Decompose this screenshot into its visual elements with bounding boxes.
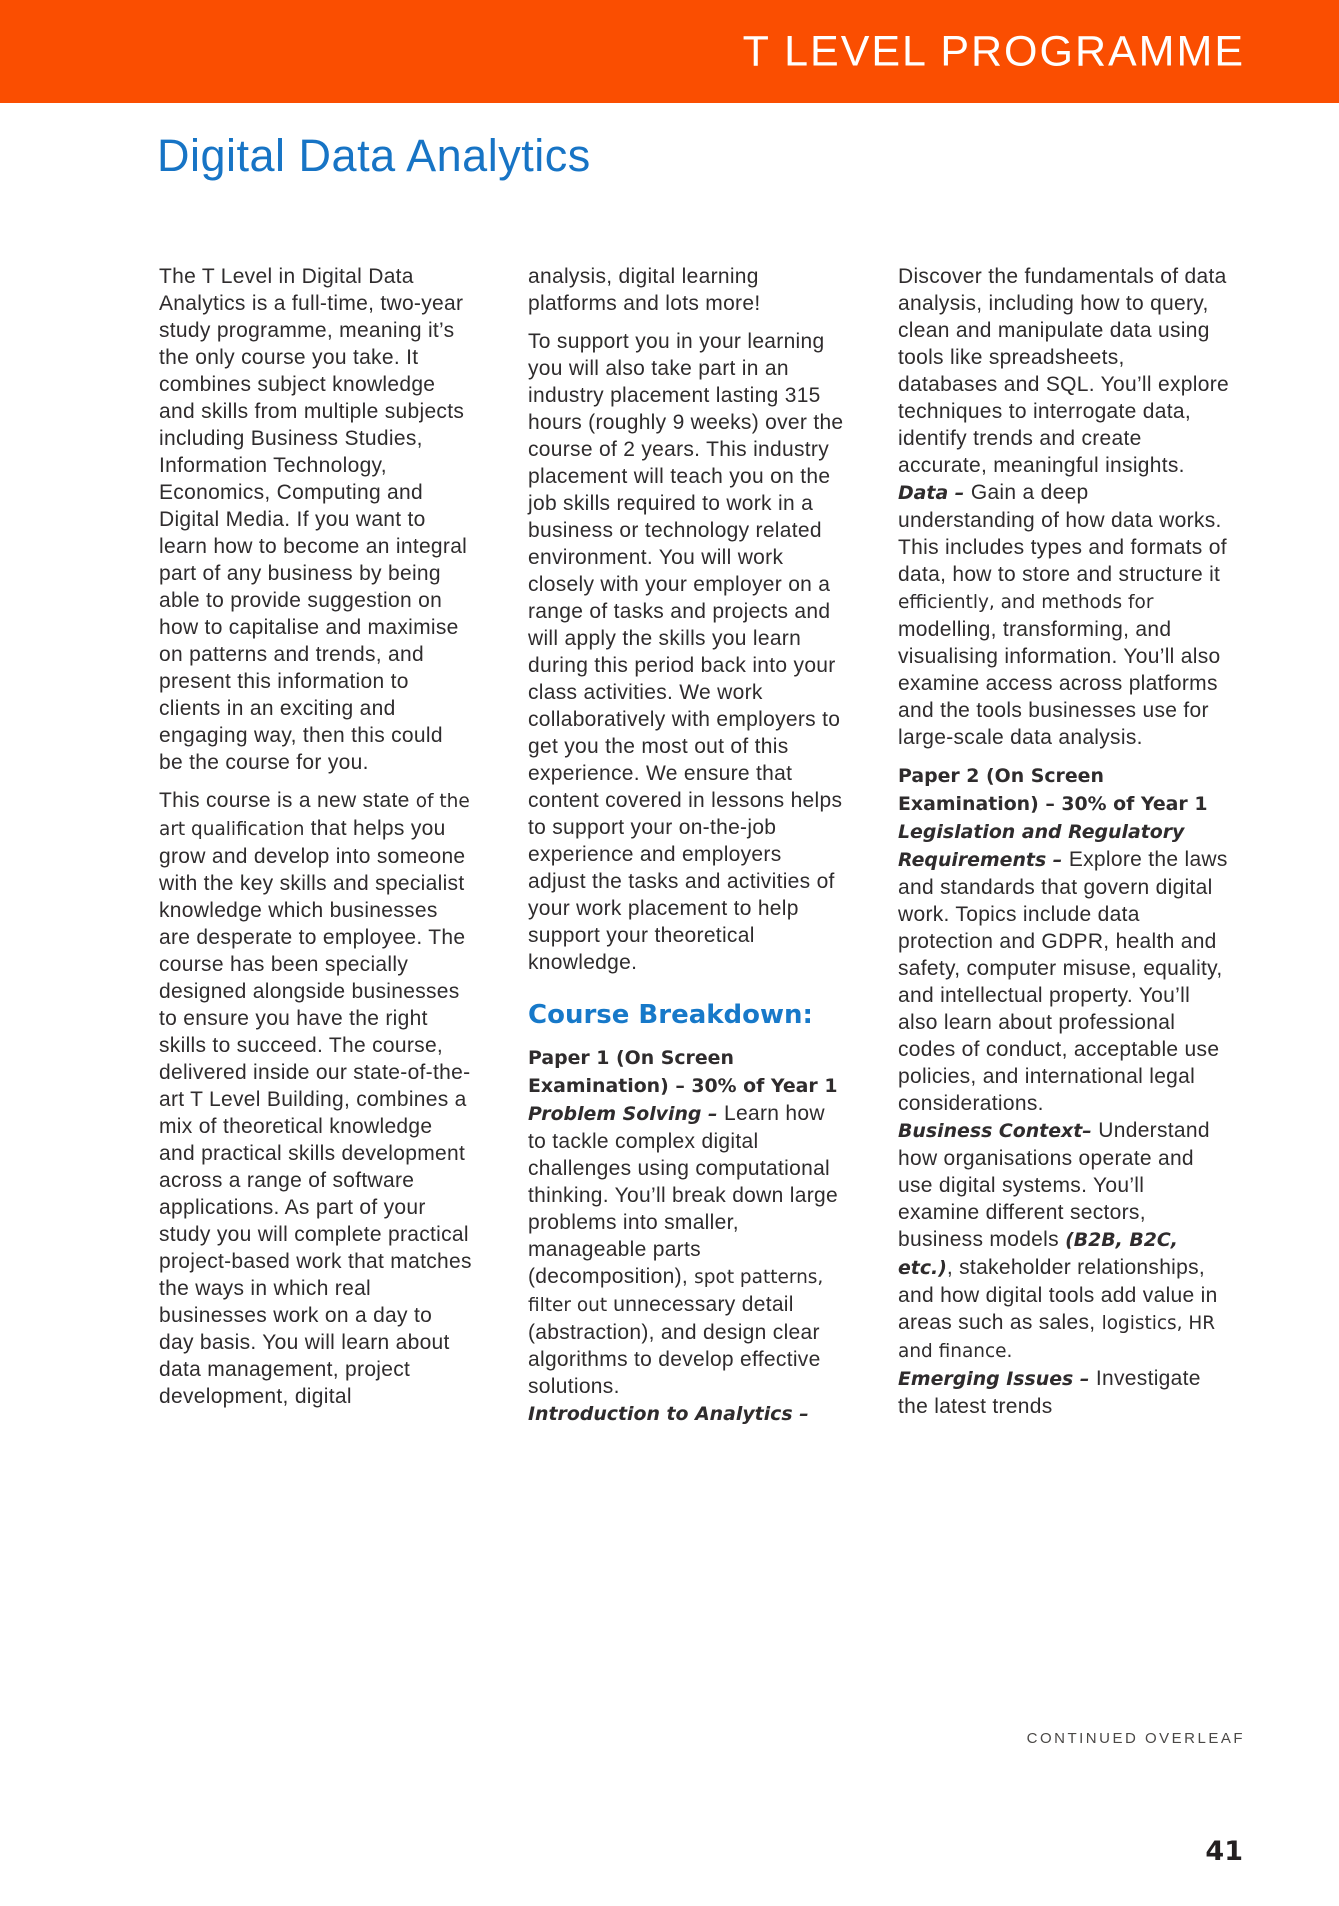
paragraph [528, 1044, 844, 1100]
text-run: Emerging Issues – [898, 1368, 1096, 1390]
text-run: To support you in your learning you will also take part in an industry placement lasting 315 hours (roughly 9 weeks) over the course of 2 years. This industry placement will teach you on the job skills required to work in a business or technology related environment. You will work closely with your employer on a range of tasks and projects and will apply the skills you learn during this period back into your class activities. We work collaboratively with employers to get you the most out of this experience. We ensure that content covered in lessons helps to support your on-the-job experience and employers adjust the tasks and activities of your work placement to help support your theoretical knowledge. [528, 330, 844, 974]
text-run: Introduction to Analytics – [528, 1403, 809, 1425]
paragraph [898, 762, 1230, 818]
section-heading [528, 1000, 844, 1030]
text-run: Gain a deep understanding of how data works. This includes types and formats of data, how to store and structure it [898, 481, 1227, 586]
text-run: Problem Solving – [528, 1103, 725, 1125]
paragraph [898, 1117, 1230, 1365]
text-run: Learn how to tackle complex digital challenges using computational thinking. You’ll break down large problems into smaller, manageable parts (decomposition), [528, 1102, 838, 1288]
text-run: This course is a new state [159, 789, 416, 812]
paragraph [159, 263, 472, 776]
continued-overleaf-label: CONTINUED OVERLEAF [1026, 1730, 1245, 1747]
text-run: analysis, digital learning platforms and lots more! [528, 265, 761, 315]
paragraph [528, 1100, 844, 1400]
text-run: Explore the laws and standards that govern digital work. Topics include data protection and GDPR, health and safety, computer misuse, equality, and intellectual property. You’ll also learn about professional codes of conduct, acceptable use policies, and international legal considerations. [898, 848, 1228, 1115]
text-run: Paper 2 (On Screen Examination) – 30% of Year 1 [898, 765, 1208, 815]
text-column-3 [898, 263, 1230, 1420]
text-run: (B2B, B2C, etc.) [898, 1229, 1178, 1279]
text-run: Legislation and Regulatory Requirements – [898, 821, 1185, 871]
paragraph [528, 263, 844, 317]
text-column-1 [159, 263, 472, 1410]
paragraph [528, 328, 844, 976]
text-run: spot patterns, filter out [528, 1267, 824, 1316]
text-run: logistics, HR and finance. [898, 1313, 1216, 1362]
text-run: Discover the fundamentals of data analysis, including how to query, clean and manipulate data using tools like spreadsheets, databases and SQL. You’ll explore techniques to interrogate data, identify trends and create accurate, meaningful insights. [898, 265, 1229, 477]
paragraph [898, 263, 1230, 479]
paragraph [898, 479, 1230, 751]
text-run: The T Level in Digital Data Analytics is a full-time, two-year study programme, meaning it’s the only course you take. It combines subject knowledge and skills from multiple subjects including Business Studies, Information Technology, Economics, Computing and Digital Media. If you want to learn how to become an integral part of any business by being able to provide suggestion on how to capitalise and maximise on patterns and trends, and present this information to clients in an exciting and engaging way, then this could be the course for you. [159, 265, 468, 774]
text-run: modelling, transforming, and visualising information. You’ll also examine access across platforms and the tools businesses use for large-scale data analysis. [898, 618, 1221, 749]
page-number: 41 [1205, 1836, 1243, 1867]
text-run: efficiently, and methods for [898, 592, 1154, 613]
text-run: , stakeholder relationships, and how digital tools add value in areas such as sales, [898, 1256, 1218, 1334]
text-run: Data – [898, 482, 971, 504]
paragraph [898, 1365, 1230, 1420]
text-run: Business Context– [898, 1120, 1099, 1142]
paragraph [528, 1400, 844, 1428]
text-run: Investigate the latest trends [898, 1367, 1201, 1418]
text-run: that helps you grow and develop into someone with the key skills and specialist knowledge which businesses are desperate to employee. The course has been specially designed alongside businesses to ensure you have the right skills to succeed. The course, delivered inside our state-of-the-art T Level Building, combines a mix of theoretical knowledge and practical skills development across a range of software applications. As part of your study you will complete practical project-based work that matches the ways in which real businesses work on a day to day basis. You will learn about data management, project development, digital [159, 817, 472, 1408]
header-title: T LEVEL PROGRAMME [742, 27, 1245, 75]
text-run: Understand how organisations operate and use digital systems. You’ll examine different sectors, business models [898, 1119, 1210, 1251]
text-run: unnecessary detail (abstraction), and design clear algorithms to develop effective solutions. [528, 1293, 821, 1398]
text-run: Paper 1 (On Screen Examination) – 30% of Year 1 [528, 1047, 838, 1097]
header-bar [0, 0, 1339, 103]
paragraph [159, 787, 472, 1410]
text-run: of the art qualification [159, 791, 470, 840]
text-column-2 [528, 263, 844, 1428]
page-title: Digital Data Analytics [157, 130, 591, 181]
text-run: Course Breakdown: [528, 1000, 813, 1030]
paragraph [898, 818, 1230, 1117]
